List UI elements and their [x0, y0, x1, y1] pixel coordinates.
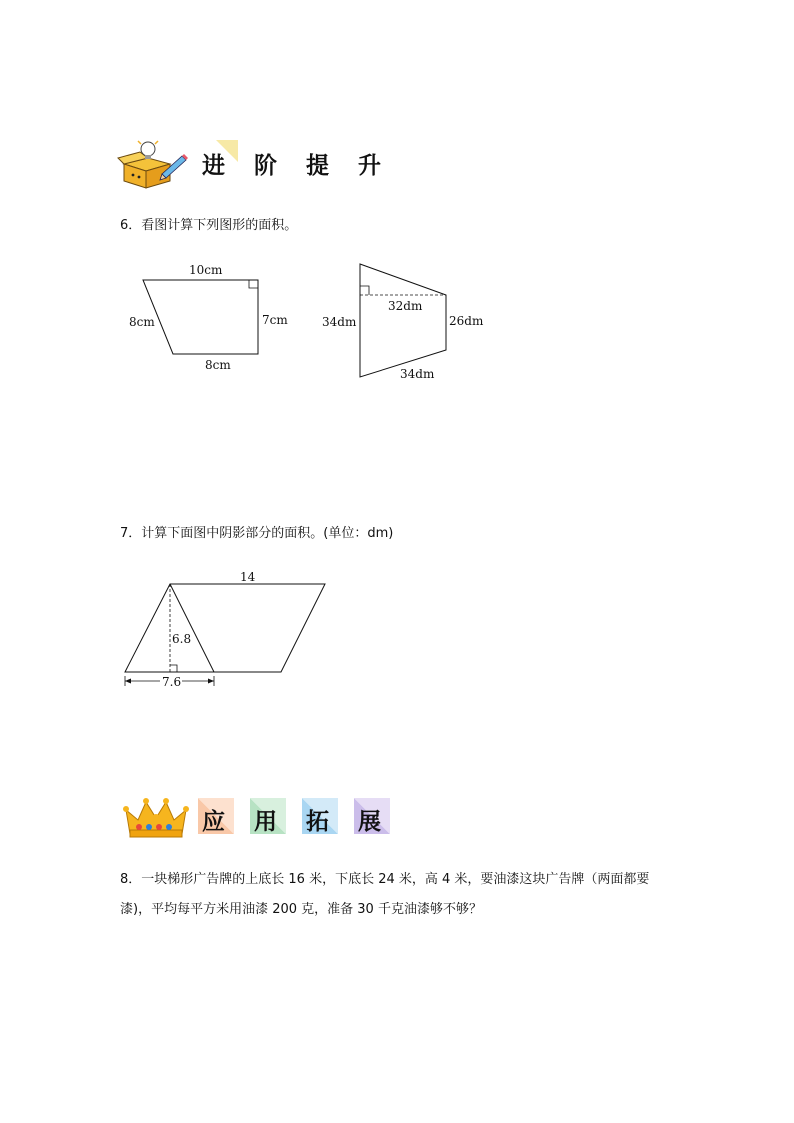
triangle-height-label: 6.8 — [172, 632, 192, 646]
trapezoid-2-bottom-label: 34dm — [400, 367, 435, 381]
trapezoid-2-left-label: 34dm — [322, 315, 357, 329]
parallelogram-top-label: 14 — [240, 570, 256, 584]
crown-icon — [122, 796, 190, 840]
trapezoid-2-right-label: 26dm — [449, 314, 484, 328]
trapezoid-1-right-label: 7cm — [262, 313, 288, 327]
question-7-text: 7．计算下面图中阴影部分的面积。(单位：dm) — [120, 526, 394, 541]
trapezoid-2-inner-label: 32dm — [388, 299, 423, 313]
trapezoid-1-top-label: 10cm — [189, 263, 223, 277]
heading-char-2: 阶 — [254, 153, 277, 179]
trapezoid-1-left-label: 8cm — [129, 315, 155, 329]
heading-char-8: 展 — [358, 809, 381, 835]
heading-char-7: 拓 — [306, 809, 329, 835]
heading-char-6: 用 — [254, 809, 277, 835]
heading-char-3: 提 — [306, 153, 329, 179]
trapezoid-1-bottom-label: 8cm — [205, 358, 231, 372]
triangle-base-label: 7.6 — [162, 675, 182, 689]
question-8-line-1: 8．一块梯形广告牌的上底长 16 米，下底长 24 米，高 4 米，要油漆这块广告牌（两面都要 — [120, 872, 650, 887]
question-8-line-2: 漆)，平均每平方米用油漆 200 克，准备 30 千克油漆够不够？ — [120, 902, 482, 917]
heading-char-4: 升 — [358, 153, 381, 179]
heading-char-1: 进 — [202, 153, 225, 179]
heading-char-5: 应 — [202, 809, 225, 835]
question-6-text: 6．看图计算下列图形的面积。 — [120, 218, 298, 233]
